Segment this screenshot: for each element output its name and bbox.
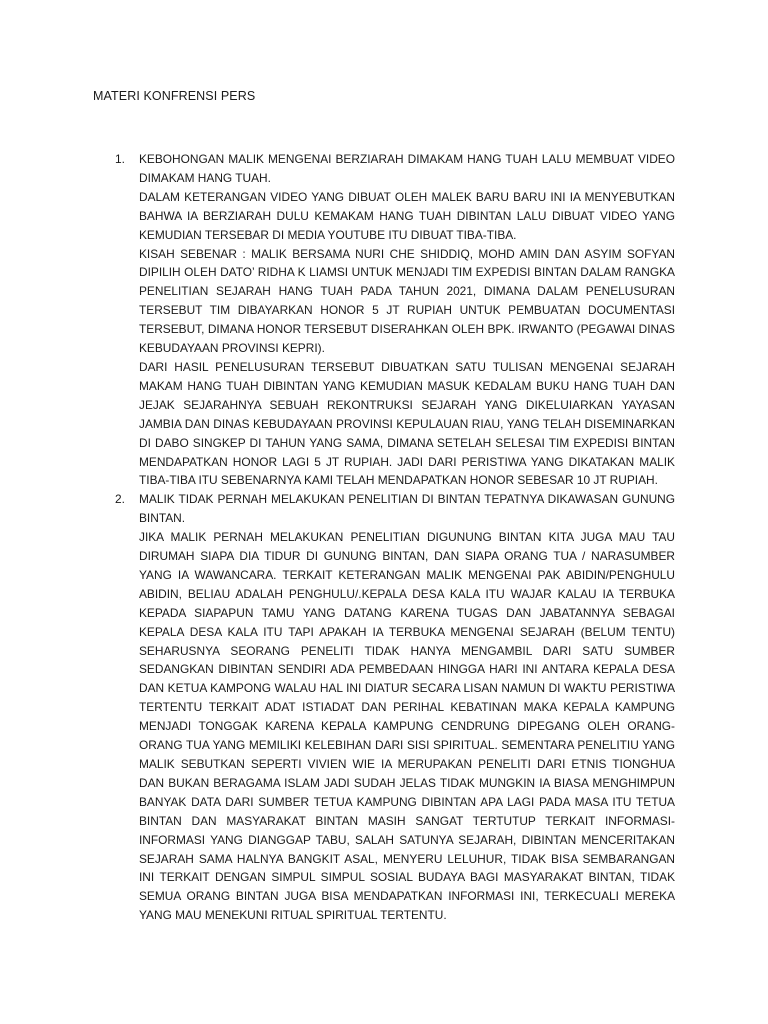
item-heading: KEBOHONGAN MALIK MENGENAI BERZIARAH DIMAKAM HANG TUAH LALU MEMBUAT VIDEO DIMAKAM HANG TUAH. (139, 152, 675, 185)
item-heading: MALIK TIDAK PERNAH MELAKUKAN PENELITIAN DI BINTAN TEPATNYA DIKAWASAN GUNUNG BINTAN. (139, 492, 675, 526)
item-paragraph: JIKA MALIK PERNAH MELAKUKAN PENELITIAN DIGUNUNG BINTAN KITA JUGA MAU TAU DIRUMAH SIAPA DIA TIDUR DI GUNUNG BINTAN, DAN SIAPA ORANG TUA / NARASUMBER YANG IA WAWANCARA. TERKAIT KETERANGAN MALIK MENGENAI PAK ABIDIN/PENGHULU ABIDIN, BELIAU ADALAH PENGHULU/.KEPALA DESA KALA ITU WAJAR KALAU IA TERBUKA KEPADA SIAPAPUN TAMU YANG DATANG KARENA TUGAS DAN JABATANNYA SEBAGAI KEPALA DESA KALA ITU TAPI APAKAH IA TERBUKA MENGENAI SEJARAH (BELUM TENTU) SEHARUSNYA SEORANG PENELITI TIDAK HANYA MENGAMBIL DARI SATU SUMBER SEDANGKAN DIBINTAN SENDIRI ADA PEMBEDAAN HINGGA HARI INI ANTARA KEPALA DESA DAN KETUA KAMPONG WALAU HAL INI DIATUR SECARA LISAN NAMUN DI WAKTU PERISTIWA TERTENTU TERKAIT ADAT ISTIADAT DAN PERIHAL KEBATINAN MAKA KEPALA KAMPUNG MENJADI TONGGAK KARENA KEPALA KAMPUNG CENDRUNG DIPEGANG OLEH ORANG-ORANG TUA YANG MEMILIKI KELEBIHAN DARI SISI SPIRITUAL. SEMENTARA PENELITIU YANG MALIK SEBUTKAN SEPERTI VIVIEN WIE IA MERUPAKAN PENELITI DARI ETNIS TIONGHUA DAN BUKAN BERAGAMA ISLAM JADI SUDAH JELAS TIDAK MUNGKIN IA BIASA MENGHIMPUN BANYAK DATA DARI SUMBER TETUA KAMPUNG DIBINTAN APA LAGI PADA MASA ITU TETUA BINTAN DAN MASYARAKAT BINTAN MASIH SANGAT TERTUTUP TERKAIT INFORMASI-INFORMASI YANG DIANGGAP TABU, SALAH SATUNYA SEJARAH, DIBINTAN MENCERITAKAN SEJARAH SAMA HALNYA BANGKIT ASAL, MENYERU LELUHUR, TIDAK BISA SEMBARANGAN INI TERKAIT DENGAN SIMPUL SIMPUL SOSIAL BUDAYA BAGI MASYARAKAT BINTAN, TIDAK SEMUA ORANG BINTAN JUGA BISA MENDAPATKAN INFORMASI INI, TERKECUALI MEREKA YANG MAU MENEKUNI RITUAL SPIRITUAL TERTENTU. (139, 530, 675, 923)
document-title: MATERI KONFRENSI PERS (93, 89, 256, 103)
list-item (112, 150, 675, 490)
item-paragraph: KISAH SEBENAR : MALIK BERSAMA NURI CHE SHIDDIQ, MOHD AMIN DAN ASYIM SOFYAN DIPILIH OLEH DATO’ RIDHA K LIAMSI UNTUK MENJADI TIM EXPEDISI BINTAN DALAM RANGKA PENELITIAN SEJARAH HANG TUAH PADA TAHUN 2021, DIMANA DALAM PENELUSURAN TERSEBUT TIM DIBAYARKAN HONOR 5 JT RUPIAH UNTUK PEMBUATAN DOCUMENTASI TERSEBUT, DIMANA HONOR TERSEBUT DISERAHKAN OLEH BPK. IRWANTO (PEGAWAI DINAS KEBUDAYAAN PROVINSI KEPRI). (139, 246, 675, 356)
item-paragraph: DARI HASIL PENELUSURAN TERSEBUT DIBUATKAN SATU TULISAN MENGENAI SEJARAH MAKAM HANG TUAH DIBINTAN YANG KEMUDIAN MASUK KEDALAM BUKU HANG TUAH DAN JEJAK SEJARAHNYA SEBUAH REKONTRUKSI SEJARAH YANG DIKELUIARKAN YAYASAN JAMBIA DAN DINAS KEBUDAYAAN PROVINSI KEPULAUAN RIAU, YANG TELAH DISEMINARKAN DI DABO SINGKEP DI TAHUN YANG SAMA, DIMANA SETELAH SELESAI TIM EXPEDISI BINTAN MENDAPATKAN HONOR LAGI 5 JT RUPIAH. JADI DARI PERISTIWA YANG DIKATAKAN MALIK TIBA-TIBA ITU SEBENARNYA KAMI TELAH MENDAPATKAN HONOR SEBESAR 10 JT RUPIAH. (139, 359, 675, 488)
numbered-list (112, 150, 675, 925)
list-item-number: 1. (115, 152, 125, 166)
item-paragraph: DALAM KETERANGAN VIDEO YANG DIBUAT OLEH MALEK BARU BARU INI IA MENYEBUTKAN BAHWA IA BERZIARAH DULU KEMAKAM HANG TUAH DIBINTAN LALU DIBUAT VIDEO YANG KEMUDIAN TERSEBAR DI MEDIA YOUTUBE ITU DIBUAT TIBA-TIBA. (139, 189, 675, 242)
list-item-number: 2. (115, 492, 125, 507)
list-item (112, 490, 675, 925)
